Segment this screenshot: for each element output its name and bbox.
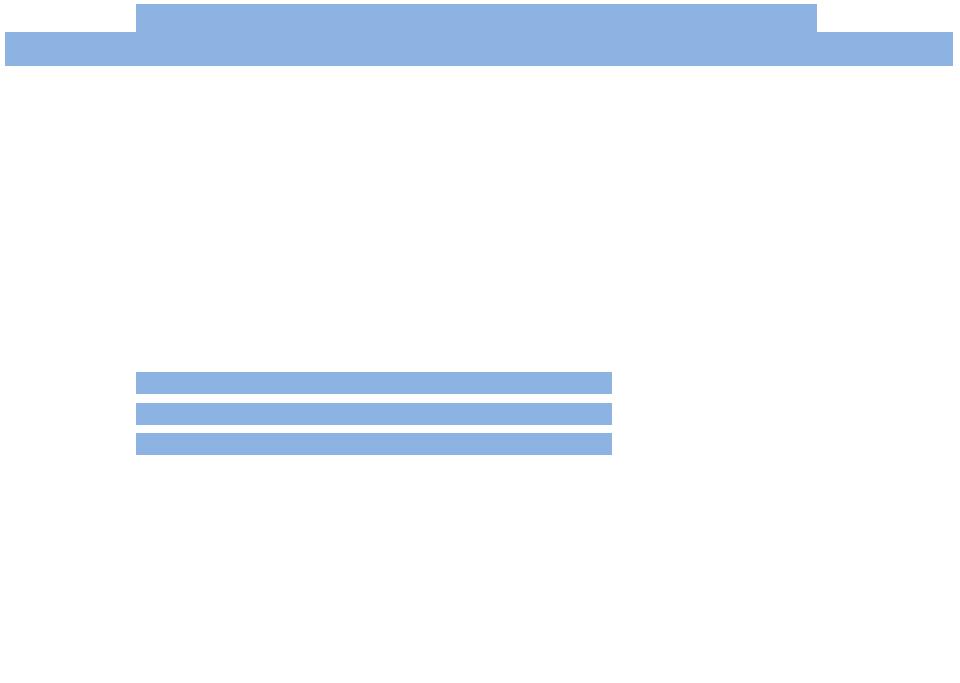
grand-total-value	[503, 433, 608, 455]
header-study-number	[885, 32, 945, 66]
sheet-title	[136, 4, 817, 32]
participating-total-value	[513, 403, 608, 425]
table-header	[5, 32, 953, 66]
continuing-total-value	[513, 372, 608, 394]
